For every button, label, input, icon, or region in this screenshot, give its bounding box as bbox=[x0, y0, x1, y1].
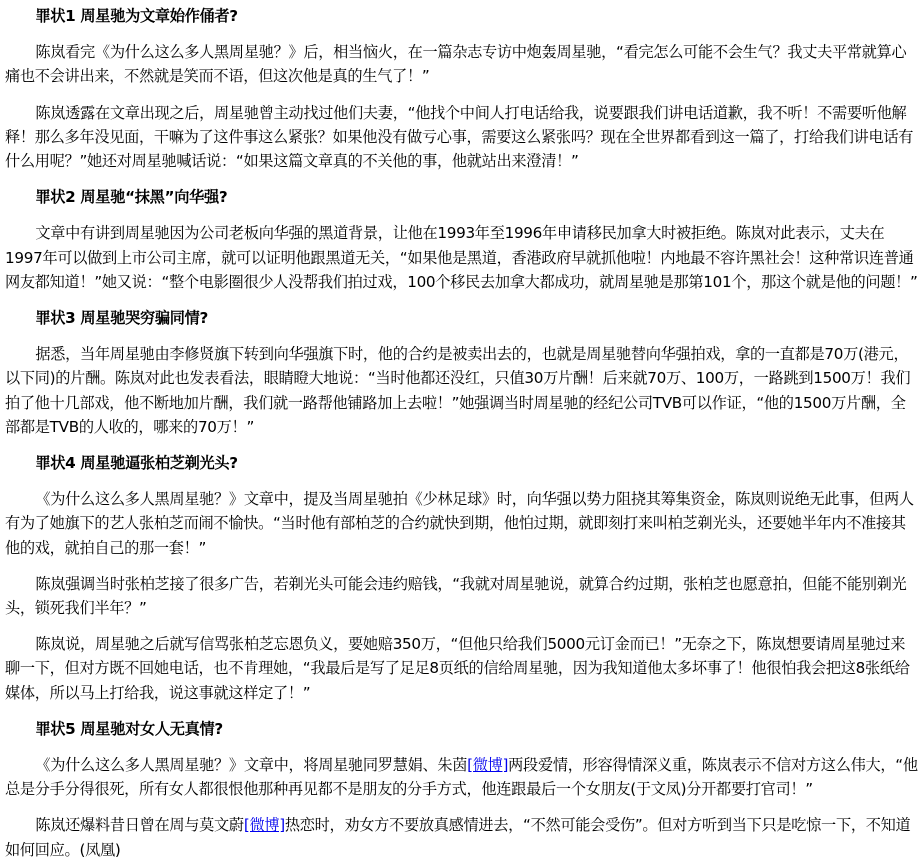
section-heading-3: 罪状3 周星驰哭穷骗同情? bbox=[35, 309, 209, 328]
paragraph bbox=[5, 813, 919, 861]
paragraph bbox=[5, 753, 919, 801]
text: 《为什么这么多人黑周星驰？》文章中，将周星驰同罗慧娟、朱茵 bbox=[35, 756, 468, 775]
weibo-link[interactable]: [微博] bbox=[467, 756, 509, 775]
paragraph: 文章中有讲到周星驰因为公司老板向华强的黑道背景，让他在1993年至1996年申请移民加拿大时被拒绝。陈岚对此表示，丈夫在1997年可以做到上市公司主席，就可以证明他跟黑道无关，“如果他是黑道，香港政府早就抓他啦！内地最不容许黑社会！这种常识连普通网友都知道！”她又说：“整个电影圈很少人没帮我们拍过戏，100个移民去加拿大都成功，就周星驰是那第101个，那这个就是他的问题！” bbox=[5, 224, 918, 291]
text: 两段爱情，形容得情深义重，陈岚表示不信对方这么伟大，“他总是分手分得很死，所有女人都很恨他那种再见都不是朋友的分手方式，他连跟最后一个女朋友(于文凤)分开都要打官司！” bbox=[5, 756, 918, 799]
paragraph: 《为什么这么多人黑周星驰？》文章中，提及当周星驰拍《少林足球》时，向华强以势力阻挠其筹集资金，陈岚则说绝无此事，但两人有为了她旗下的艺人张柏芝而闹不愉快。“当时他有部柏芝的合约就快到期，他怕过期，就即刻打来叫柏芝剃光头，还要她半年内不准接其他的戏，就拍自己的那一套！” bbox=[5, 490, 914, 557]
paragraph: 陈岚透露在文章出现之后，周星驰曾主动找过他们夫妻，“他找个中间人打电话给我，说要跟我们讲电话道歉，我不听！不需要听他解释！那么多年没见面，干嘛为了这件事这么紧张？如果他没有做亏心事，需要这么紧张吗？现在全世界都看到这一篇了，打给我们讲电话有什么用呢？”她还对周星驰喊话说：“如果这篇文章真的不关他的事，他就站出来澄清！” bbox=[5, 103, 914, 171]
paragraph: 据悉，当年周星驰由李修贤旗下转到向华强旗下时，他的合约是被卖出去的，也就是周星驰替向华强拍戏，拿的一直都是70万(港元，以下同)的片酬。陈岚对此也发表看法，眼睛瞪大地说：“当时他都还没红，只值30万片酬！后来就70万、100万，一路跳到1500万！我们拍了他十几部戏，他不断地加片酬，我们就一路帮他铺路加上去啦！”她强调当时周星驰的经纪公司TVB可以作证，“他的1500万片酬，全部都是TVB的人收的，哪来的70万！” bbox=[5, 345, 911, 436]
paragraph: 陈岚说，周星驰之后就写信骂张柏芝忘恩负义，要她赔350万，“但他只给我们5000元订金而已！”无奈之下，陈岚想要请周星驰过来聊一下，但对方既不回她电话，也不肯理她，“我最后是写了足足8页纸的信给周星驰，因为我知道他太多坏事了！他很怕我会把这8张纸给媒体，所以马上打给我，说这事就这样定了！” bbox=[5, 635, 910, 702]
section-heading-2: 罪状2 周星驰“抹黑”向华强? bbox=[35, 188, 228, 207]
section-heading-4: 罪状4 周星驰逼张柏芝剃光头? bbox=[35, 454, 238, 473]
text: 热恋时，劝女方不要放真感情进去，“不然可能会受伤”。但对方听到当下只是吃惊一下，不知道如何回应。(凤凰) bbox=[5, 816, 911, 859]
paragraph: 陈岚强调当时张柏芝接了很多广告，若剃光头可能会违约赔钱，“我就对周星驰说，就算合约过期，张柏芝也愿意拍，但能不能别剃光头，锁死我们半年？” bbox=[5, 574, 907, 618]
text: 陈岚还爆料昔日曾在周与莫文蔚 bbox=[35, 816, 244, 835]
weibo-link[interactable]: [微博] bbox=[243, 816, 285, 835]
paragraph: 陈岚看完《为什么这么多人黑周星驰？》后，相当恼火，在一篇杂志专访中炮轰周星驰，“看完怎么可能不会生气？我丈夫平常就算心痛也不会讲出来，不然就是笑而不语，但这次他是真的生气了！” bbox=[5, 43, 907, 86]
section-heading-5: 罪状5 周星驰对女人无真情? bbox=[35, 719, 223, 738]
section-heading-1: 罪状1 周星驰为文章始作俑者? bbox=[35, 7, 238, 25]
